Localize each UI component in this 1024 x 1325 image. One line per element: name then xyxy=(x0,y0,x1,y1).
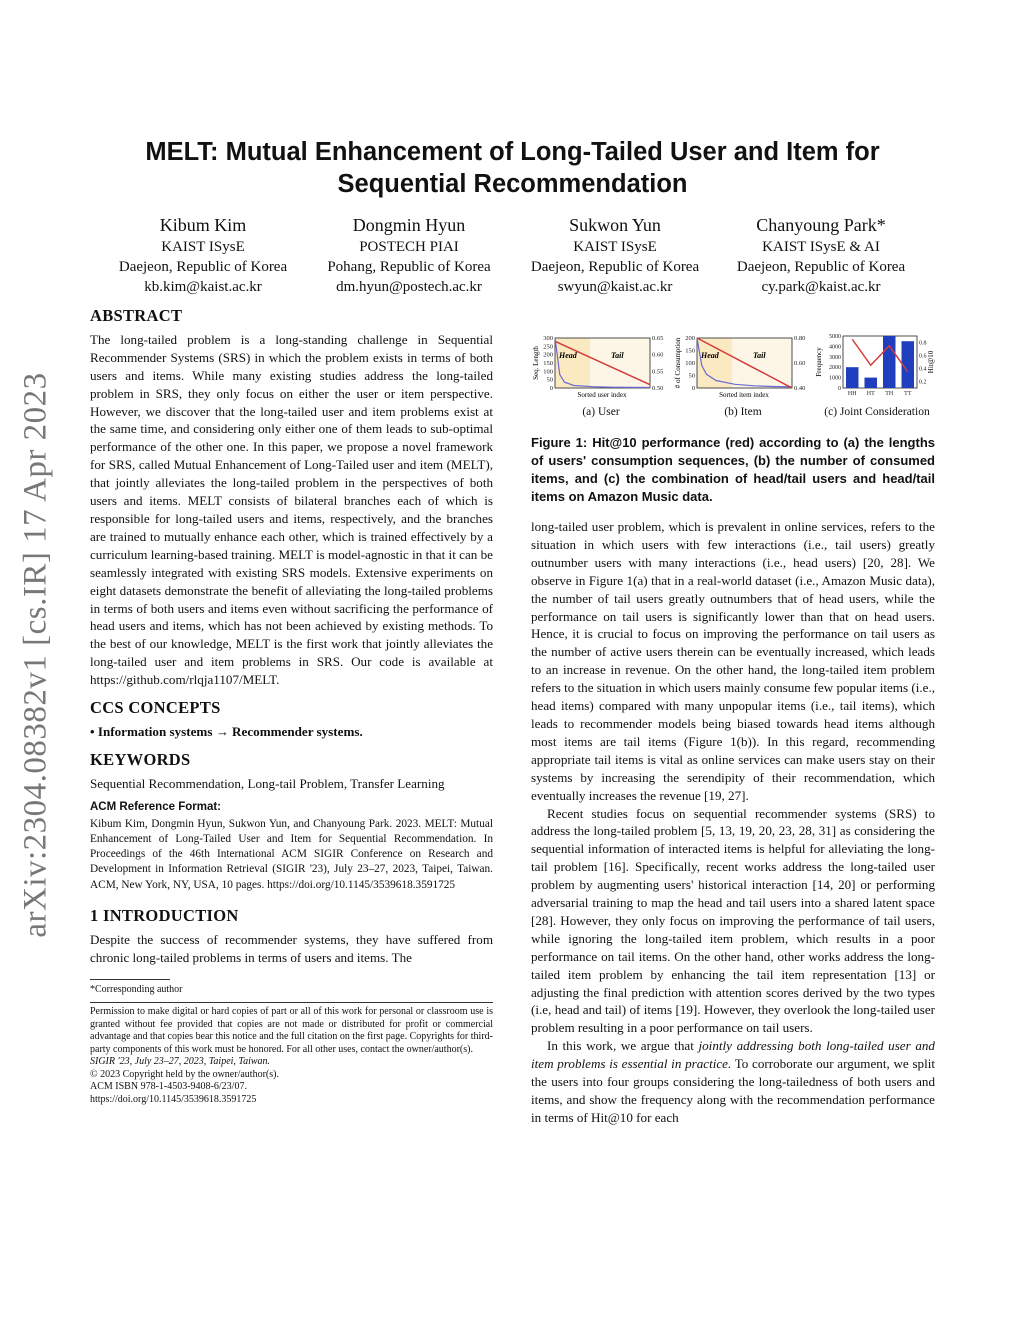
y2-tick-label: 0.65 xyxy=(652,335,664,342)
author-block xyxy=(309,213,509,297)
tail-label: Tail xyxy=(611,351,624,360)
author-affiliation: KAIST ISysE & AI xyxy=(762,239,880,255)
isbn: ACM ISBN 978-1-4503-9408-6/23/07. xyxy=(90,1081,247,1093)
y-tick-label: 50 xyxy=(688,372,695,380)
y-tick-label: 4000 xyxy=(829,344,841,351)
y-tick-label: 250 xyxy=(543,343,553,351)
author-email[interactable]: swyun@kaist.ac.kr xyxy=(557,279,673,295)
footnote-rule xyxy=(90,979,170,980)
y2-tick-label: 0.60 xyxy=(794,360,806,367)
author-location: Daejeon, Republic of Korea xyxy=(118,259,288,275)
ccs-heading: CCS CONCEPTS xyxy=(90,698,221,718)
chart-user xyxy=(531,330,671,400)
intro-text: In this work, we argue that xyxy=(547,1038,699,1054)
y-tick-label: 100 xyxy=(543,368,553,376)
subcaption-c: (c) Joint Consideration xyxy=(824,406,930,418)
venue: SIGIR '23, July 23–27, 2023, Taipei, Taiwan. xyxy=(90,1056,271,1068)
y-axis-label: Seq. Length xyxy=(532,346,540,380)
frequency-bar xyxy=(865,378,878,388)
author-location: Daejeon, Republic of Korea xyxy=(736,259,906,275)
permission-rule xyxy=(90,1002,493,1003)
tail-label: Tail xyxy=(753,351,766,360)
intro-paragraph: Recent studies focus on sequential recommender systems (SRS) to address the long-tailed problem [5, 13, 19, 20, 23, 28, 31] as considering the sequential information of interacted items is helpful for alleviating the long-tail problem [16]. Specifically, recent works address the long-tailed user problem by augmenting users' historical interaction [14, 20] or performing adversarial training to map the head and tail users into a shared latent space [28]. However, they only focus on improving the performance of tail users, while ignoring the long-tailed item problem, which results in a poor performance on tail items. On the other hand, other works address the long-tailed item problem by enhancing the tail item representation [13] or adjusting the final prediction with attention scores derived by the two types (i.e, head and tail) of items [19]. However, they overlook the long-tailed user problem resulting in a poor performance on tail users. xyxy=(531,805,935,1036)
y2-tick-label: 0.6 xyxy=(919,353,927,360)
y2-tick-label: 0.4 xyxy=(919,366,927,373)
head-region xyxy=(555,338,590,388)
x-axis-label: Sorted item index xyxy=(719,391,769,399)
author-name: Kibum Kim xyxy=(159,215,247,235)
x-axis-label: Sorted user index xyxy=(577,391,627,399)
y2-tick-label: 0.80 xyxy=(794,335,806,342)
author-location: Daejeon, Republic of Korea xyxy=(530,259,700,275)
ccs-text: • Information systems → Recommender systems. xyxy=(90,723,363,739)
acm-ref-text: Kibum Kim, Dongmin Hyun, Sukwon Yun, and Chanyoung Park. 2023. MELT: Mutual Enhancement of Long-Tailed User and Item for Sequential Recommendation. In Proceedings of the 46th International ACM SIGIR Conference on Research and Development in Information Retrieval (SIGIR '23), July 23–27, 2023, Taipei, Taiwan. ACM, New York, NY, USA, 10 pages. https://doi.org/10.1145/3539618.3591725 xyxy=(90,817,493,891)
y2-axis-label: Hit@10 xyxy=(927,350,935,374)
author-block xyxy=(515,213,715,297)
y-tick-label: 300 xyxy=(543,335,553,342)
author-email[interactable]: kb.kim@kaist.ac.kr xyxy=(144,279,262,295)
y-tick-label: 50 xyxy=(546,376,553,384)
y-tick-label: 150 xyxy=(685,347,695,355)
doi[interactable]: https://doi.org/10.1145/3539618.3591725 xyxy=(90,1093,257,1105)
author-affiliation: POSTECH PIAI xyxy=(359,239,459,255)
y2-tick-label: 0.2 xyxy=(919,379,927,386)
figure-caption: Figure 1: Hit@10 performance (red) according to (a) the lengths of users' consumption sequences, (b) the number of consumed items, and (c) the combination of head/tail users and head/tail items on Amazon Music data. xyxy=(531,435,935,504)
y2-tick-label: 0.40 xyxy=(794,385,806,392)
intro-paragraph xyxy=(531,1037,935,1127)
frequency-bar xyxy=(846,367,859,388)
author-location: Pohang, Republic of Korea xyxy=(327,259,491,275)
footnote: *Corresponding author xyxy=(90,983,183,995)
x-tick-label: HH xyxy=(847,391,857,397)
author-block xyxy=(721,213,921,297)
hit-line xyxy=(852,339,908,372)
x-tick-label: HT xyxy=(866,391,875,397)
subcaption-a: (a) User xyxy=(582,406,620,418)
intro-emphasis: jointly addressing both long-tailed user and item problems is essential in practice. xyxy=(531,1038,935,1072)
y-tick-label: 5000 xyxy=(829,334,841,340)
intro-text: To corroborate our argument, we split the users into four groups considering the long-tailedness of both users and items, and show the frequency along with the recommendation performance in terms of Hit@10 for each xyxy=(531,1056,935,1125)
author-name: Chanyoung Park* xyxy=(756,215,886,235)
keywords-text: Sequential Recommendation, Long-tail Problem, Transfer Learning xyxy=(90,775,445,791)
y-tick-label: 200 xyxy=(685,335,695,342)
y2-tick-label: 0.50 xyxy=(652,385,664,392)
paper-title: MELT: Mutual Enhancement of Long-Tailed User and Item for Sequential Recommendation xyxy=(145,138,880,198)
intro-paragraph: long-tailed user problem, which is prevalent in online services, refers to the situation in which users with few interactions (i.e., tail users) greatly outnumber users with many interactions (i.e., head users) [20, 28]. We observe in Figure 1(a) that in a real-world dataset (i.e., Amazon Music data), the number of tail users greatly outnumbers that of head users, while the performance on tail users is significantly lower than that on head users. Hence, it is crucial to focus on improving the performance on tail users as the number of active users therein can be eventually increased, which leads to an increase in revenue. On the other hand, the long-tailed item problem refers to the situation in which users mainly consume few popular items (i.e., head items) compared with many unpopular items (i.e., tail items), which leads to recommender models being biased towards head items although most items are tail items (Figure 1(b)). In this regard, recommending appropriate tail items is vital as online services can make users stay on their systems by increasing the serendipity of their recommendation, which eventually increases the revenue [19, 27]. xyxy=(531,519,935,803)
figure-1 xyxy=(531,330,935,422)
y-tick-label: 3000 xyxy=(829,354,841,361)
y-axis-label: Frequency xyxy=(815,347,823,377)
y2-tick-label: 0.55 xyxy=(652,368,664,376)
head-label: Head xyxy=(559,351,577,360)
head-label: Head xyxy=(701,351,719,360)
author-name: Dongmin Hyun xyxy=(352,215,466,235)
tail-region xyxy=(732,338,792,388)
left-column xyxy=(90,307,493,1106)
acm-ref-heading: ACM Reference Format: xyxy=(90,800,221,813)
head-region xyxy=(697,338,732,388)
y-tick-label: 0 xyxy=(549,385,553,392)
intro-heading: 1 INTRODUCTION xyxy=(90,906,239,926)
author-name: Sukwon Yun xyxy=(569,215,661,235)
y-tick-label: 1000 xyxy=(829,375,841,382)
y2-tick-label: 0.8 xyxy=(919,340,927,347)
y-tick-label: 100 xyxy=(685,360,695,367)
y-tick-label: 150 xyxy=(543,360,553,367)
copyright: © 2023 Copyright held by the owner/author(s). xyxy=(90,1068,279,1080)
author-affiliation: KAIST ISysE xyxy=(161,239,245,255)
y2-tick-label: 0.60 xyxy=(652,351,664,359)
author-affiliation: KAIST ISysE xyxy=(573,239,657,255)
frequency-bar xyxy=(883,336,896,388)
right-column xyxy=(531,330,935,1127)
x-tick-label: TT xyxy=(904,391,912,397)
abstract-text: The long-tailed problem is a long-standing challenge in Sequential Recommender Systems (SRS) in which the problem exists in terms of both users and items. While many existing studies address the long-tailed problem in SRS, they only focus on either the user or item perspective. However, we discover that the long-tailed user and item problems exist at the same time, and considering only either one of them leads to sub-optimal performance of the other one. In this paper, we propose a novel framework for SRS, called Mutual Enhancement of Long-Tailed user and item (MELT), that jointly alleviates the long-tailed problem in the perspectives of both users and items. MELT consists of bilateral branches each of which is responsible for long-tailed users and items, respectively, and the branches are trained to mutually enhance each other, which is trained effectively by a curriculum learning-based training. MELT is model-agnostic in that it can be seamlessly integrated with existing SRS models. Extensive experiments on eight datasets demonstrate the benefit of alleviating the long-tailed problems in terms of both users and items even without sacrificing the performance of head users and items, which has not been achieved by existing methods. To the best of our knowledge, MELT is the first work that jointly alleviates the long-tailed user and item problems in SRS. Our code is available at https://github.com/rlqja1107/MELT. xyxy=(90,331,493,688)
author-email[interactable]: dm.hyun@postech.ac.kr xyxy=(336,279,482,295)
y-axis-label: # of Consumption xyxy=(674,337,682,389)
y-tick-label: 200 xyxy=(543,351,553,359)
subcaption-b: (b) Item xyxy=(724,406,762,418)
author-block xyxy=(103,213,303,297)
abstract-heading: ABSTRACT xyxy=(90,306,183,325)
arxiv-id: arXiv:2304.08382v1 [cs.IR] 17 Apr 2023 xyxy=(17,372,54,938)
author-email[interactable]: cy.park@kaist.ac.kr xyxy=(761,279,881,295)
arxiv-stamp xyxy=(6,365,66,945)
permission-text: Permission to make digital or hard copies of part or all of this work for personal or classroom use is granted without fee provided that copies are not made or distributed for profit or commercial advantage and that copies bear this notice and the full citation on the first page. Copyrights for third-party components of this work must be honored. For all other uses, contact the owner/author(s). xyxy=(90,1006,493,1055)
x-tick-label: TH xyxy=(885,391,894,397)
keywords-heading: KEYWORDS xyxy=(90,749,191,769)
chart-joint xyxy=(815,330,937,400)
y-tick-label: 0 xyxy=(691,385,695,392)
chart-item xyxy=(673,330,813,400)
y-tick-label: 0 xyxy=(838,386,841,392)
intro-paragraph: Despite the success of recommender systems, they have suffered from chronic long-tailed problems in terms of users and items. The xyxy=(90,931,493,965)
y-tick-label: 2000 xyxy=(829,365,841,372)
